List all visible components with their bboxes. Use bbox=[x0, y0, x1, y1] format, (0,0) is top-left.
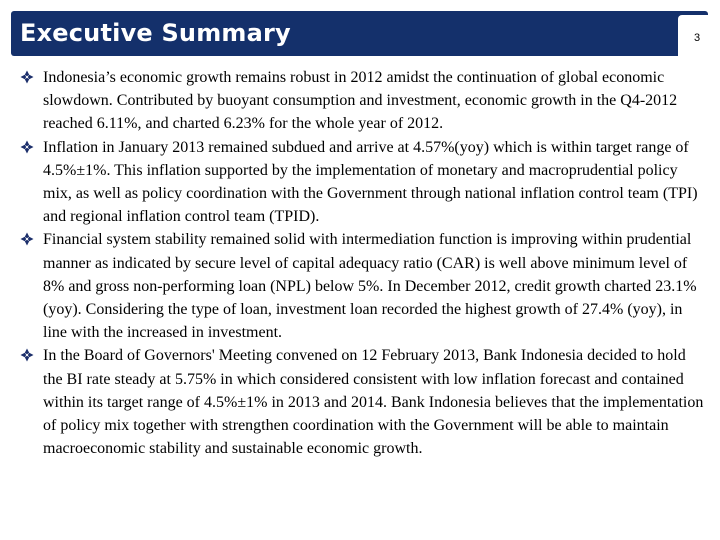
diamond-bullet-icon bbox=[20, 232, 34, 246]
bullet-item bbox=[20, 136, 706, 229]
bullet-item bbox=[20, 344, 706, 460]
page-number: 3 bbox=[678, 15, 716, 61]
bullet-list bbox=[20, 66, 706, 460]
bullet-item bbox=[20, 228, 706, 344]
bullet-text: Indonesia’s economic growth remains robust in 2012 amidst the continuation of global economic slowdown. Contributed by buoyant consumption and investment, economic growth in the Q4-2012 reached 6.11%, and charted 6.23% for the whole year of 2012. bbox=[43, 69, 678, 133]
bullet-text: Financial system stability remained solid with intermediation function is improving within prudential manner as indicated by secure level of capital adequacy ratio (CAR) is well above minimum level of 8% and gross non-performing loan (NPL) below 5%. In December 2012, credit growth charted 23.1% (yoy). Considering the type of loan, investment loan recorded the highest growth of 27.4% (yoy), in line with the increased in investment. bbox=[43, 231, 697, 342]
bullet-text: In the Board of Governors' Meeting convened on 12 February 2013, Bank Indonesia decided to hold the BI rate steady at 5.75% in which considered consistent with low inflation forecast and contained within its target range of 4.5%±1% in 2013 and 2014. Bank Indonesia believes that the implementation of policy mix together with strengthen coordination with the Government will be able to maintain macroeconomic stability and sustainable economic growth. bbox=[43, 347, 704, 458]
bullet-text: Inflation in January 2013 remained subdued and arrive at 4.57%(yoy) which is within target range of 4.5%±1%. This inflation supported by the implementation of monetary and macroprudential policy mix, as well as policy coordination with the Government through national inflation control team (TPI) and regional inflation control team (TPID). bbox=[43, 138, 698, 226]
title-bar bbox=[11, 11, 708, 56]
diamond-bullet-icon bbox=[20, 70, 34, 84]
bullet-item bbox=[20, 66, 706, 136]
diamond-bullet-icon bbox=[20, 140, 34, 154]
page-title: Executive Summary bbox=[20, 19, 291, 47]
diamond-bullet-icon bbox=[20, 348, 34, 362]
